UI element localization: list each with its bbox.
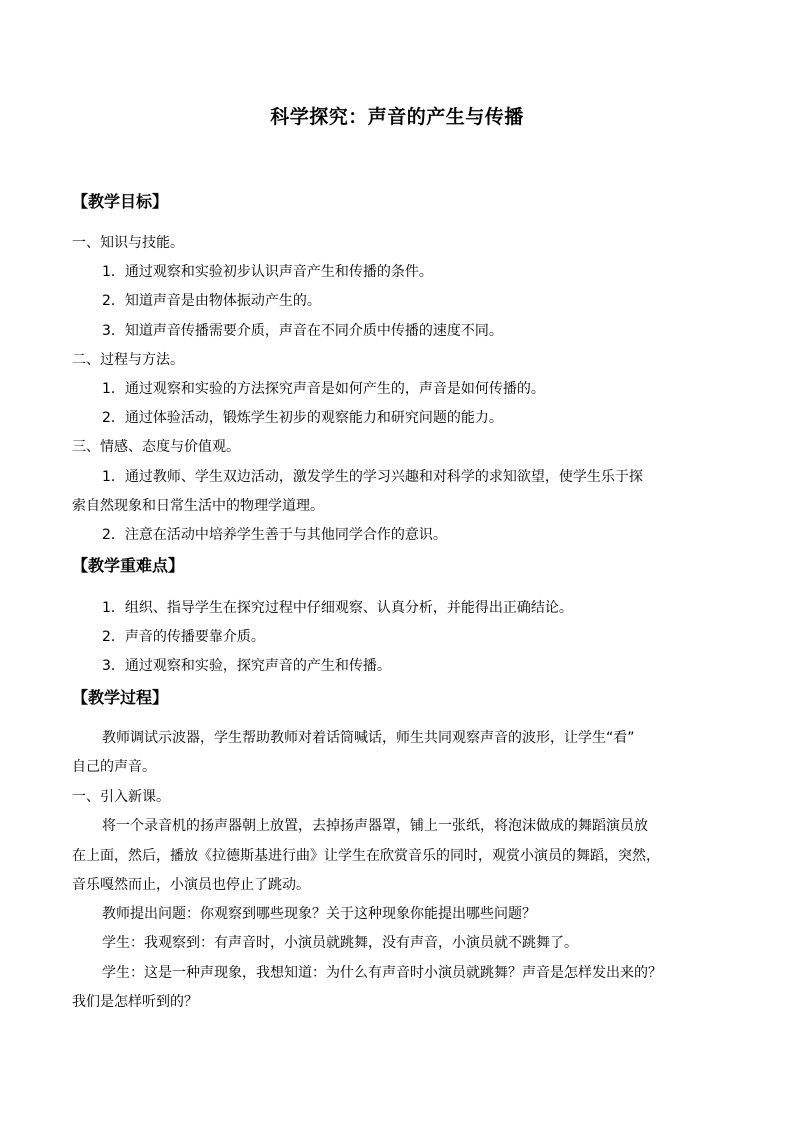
goals-part3-heading: 三、情感、态度与价值观。 — [72, 439, 240, 455]
goals-part1-item: 3．知道声音传播需要介质，声音在不同介质中传播的速度不同。 — [102, 323, 503, 339]
goals-part1-item: 2．知道声音是由物体振动产生的。 — [102, 293, 321, 309]
keypoint-item: 3．通过观察和实验，探究声音的产生和传播。 — [102, 658, 391, 674]
goals-part2-item: 1．通过观察和实验的方法探究声音是如何产生的，声音是如何传播的。 — [102, 381, 545, 397]
process-paragraph-line: 音乐嘎然而止，小演员也停止了跳动。 — [72, 877, 310, 893]
goals-part3-item: 2．注意在活动中培养学生善于与其他同学合作的意识。 — [102, 527, 447, 543]
goals-part1-heading: 一、知识与技能。 — [72, 235, 184, 251]
goals-part3-item-line: 1．通过教师、学生双边活动，激发学生的学习兴趣和对科学的求知欲望，使学生乐于探 — [102, 469, 643, 485]
process-step-heading: 一、引入新课。 — [72, 789, 170, 805]
process-paragraph-line: 自己的声音。 — [72, 759, 156, 775]
goals-part2-item: 2．通过体验活动，锻炼学生初步的观察能力和研究问题的能力。 — [102, 410, 503, 426]
section-heading-goals: 【教学目标】 — [72, 192, 169, 211]
process-paragraph-line: 将一个录音机的扬声器朝上放置，去掉扬声器罩，铺上一张纸，将泡沫做成的舞蹈演员放 — [102, 818, 648, 834]
keypoint-item: 2．声音的传播要靠介质。 — [102, 629, 265, 645]
keypoint-item: 1．组织、指导学生在探究过程中仔细观察、认真分析，并能得出正确结论。 — [102, 600, 573, 616]
process-paragraph-line: 教师调试示波器，学生帮助教师对着话筒喊话，师生共同观察声音的波形，让学生“看” — [102, 730, 635, 746]
goals-part3-item-line: 索自然现象和日常生活中的物理学道理。 — [72, 498, 324, 514]
process-paragraph-line: 在上面，然后，播放《拉德斯基进行曲》让学生在欣赏音乐的同时，观赏小演员的舞蹈，突然， — [72, 848, 660, 864]
student-answer: 学生：我观察到：有声音时，小演员就跳舞，没有声音，小演员就不跳舞了。 — [102, 935, 578, 951]
document-title: 科学探究：声音的产生与传播 — [270, 106, 524, 128]
goals-part2-heading: 二、过程与方法。 — [72, 352, 184, 368]
goals-part1-item: 1．通过观察和实验初步认识声音产生和传播的条件。 — [102, 264, 433, 280]
teacher-question: 教师提出问题：你观察到哪些现象？关于这种现象你能提出哪些问题？ — [102, 906, 536, 922]
student-answer-line: 学生：这是一种声现象，我想知道：为什么有声音时小演员就跳舞？声音是怎样发出来的？ — [102, 965, 662, 981]
student-answer-line: 我们是怎样听到的？ — [72, 994, 198, 1010]
section-heading-process: 【教学过程】 — [72, 688, 169, 707]
section-heading-keypoints: 【教学重难点】 — [72, 556, 185, 575]
